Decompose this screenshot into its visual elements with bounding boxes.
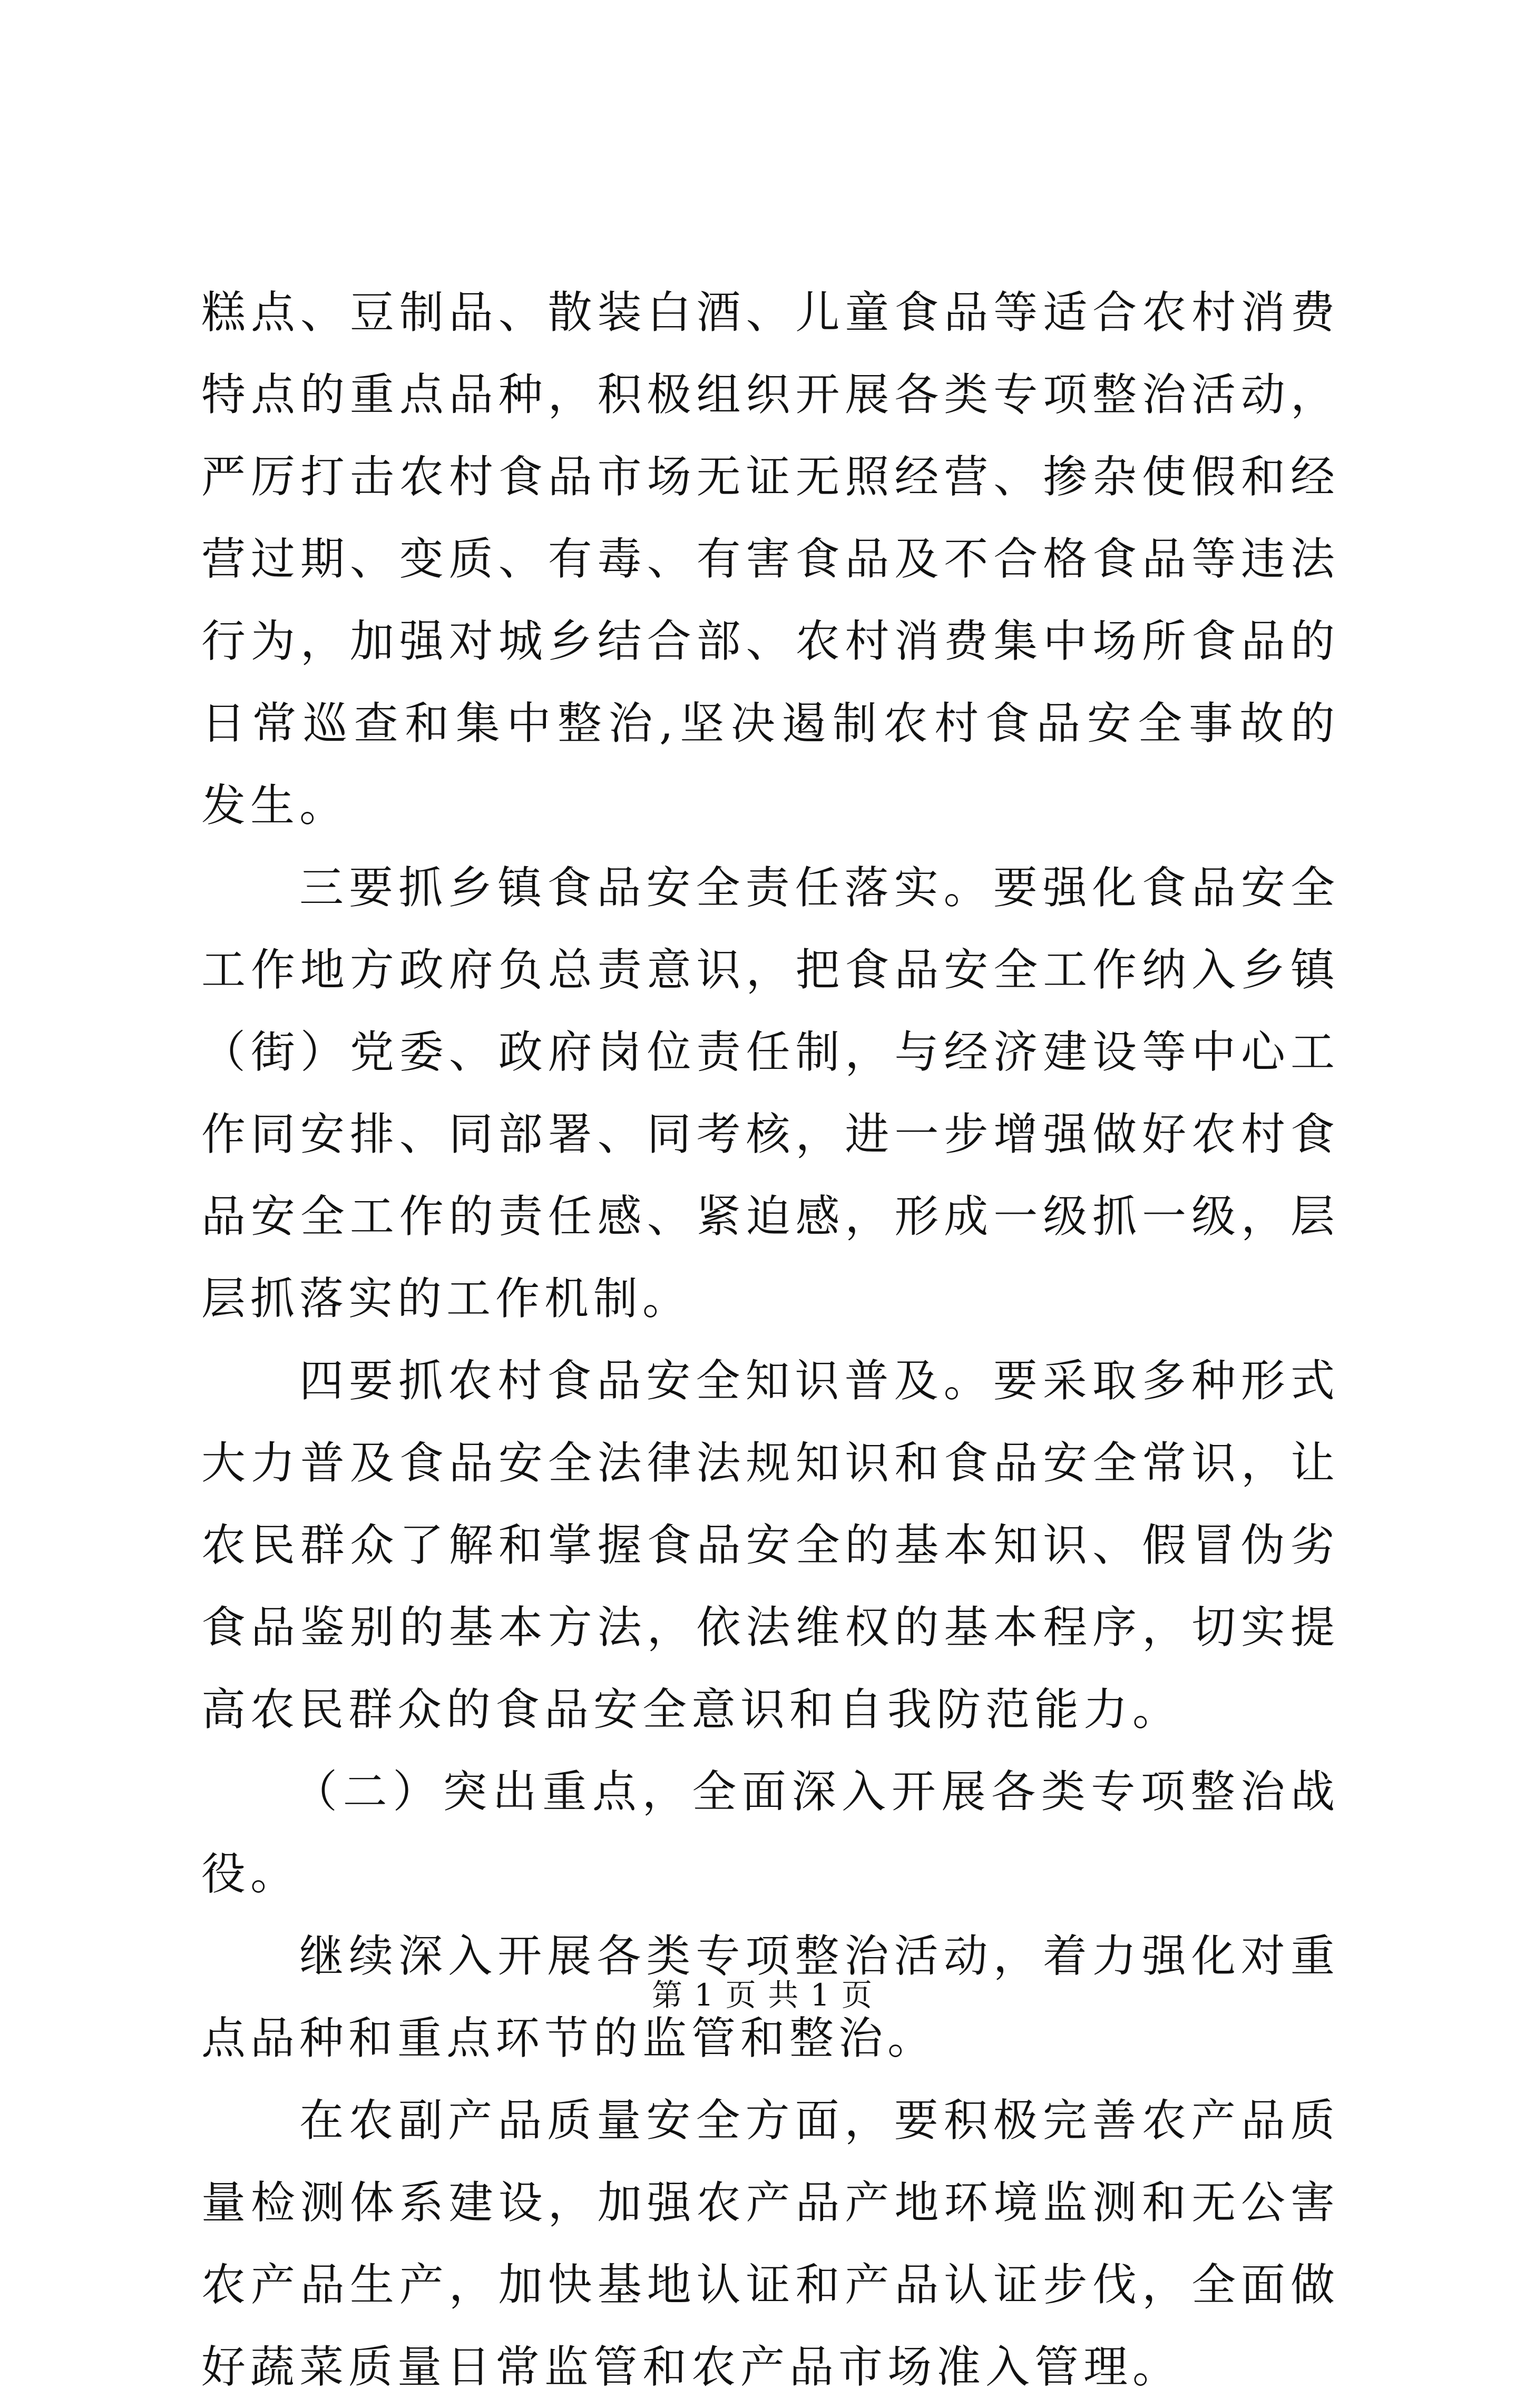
paragraph-continuation: 糕点、豆制品、散装白酒、儿童食品等适合农村消费特点的重点品种，积极组织开展各类专项整治活动，严厉打击农村食品市场无证无照经营、掺杂使假和经营过期、变质、有毒、有害食品及不合格食品等违法行为，加强对城乡结合部、农村消费集中场所食品的日常巡查和集中整治,坚决遏制农村食品安全事故的发生。 — [201, 287, 1340, 831]
page-number-footer: 第 1 页 共 1 页 — [652, 1977, 873, 2013]
paragraph-special-rectification: 继续深入开展各类专项整治活动，着力强化对重点品种和重点环节的监管和整治。 — [201, 1930, 1340, 2064]
paragraph-knowledge-popularization: 四要抓农村食品安全知识普及。要采取多种形式大力普及食品安全法律法规知识和食品安全常识，让农民群众了解和掌握食品安全的基本知识、假冒伪劣食品鉴别的基本方法，依法维权的基本程序，切实提高农民群众的食品安全意识和自我防范能力。 — [201, 1355, 1340, 1735]
paragraph-township-responsibility: 三要抓乡镇食品安全责任落实。要强化食品安全工作地方政府负总责意识，把食品安全工作纳入乡镇（街）党委、政府岗位责任制，与经济建设等中心工作同安排、同部署、同考核，进一步增强做好农村食品安全工作的责任感、紧迫感，形成一级抓一级，层层抓落实的工作机制。 — [201, 862, 1340, 1324]
document-body — [201, 271, 1340, 2408]
paragraph-agricultural-products: 在农副产品质量安全方面，要积极完善农产品质量检测体系建设，加强农产品产地环境监测和无公害农产品生产，加快基地认证和产品认证步伐，全面做好蔬菜质量日常监管和农产品市场准入管理。 — [201, 2095, 1340, 2393]
section-heading-2: （二）突出重点，全面深入开展各类专项整治战役。 — [201, 1766, 1340, 1900]
